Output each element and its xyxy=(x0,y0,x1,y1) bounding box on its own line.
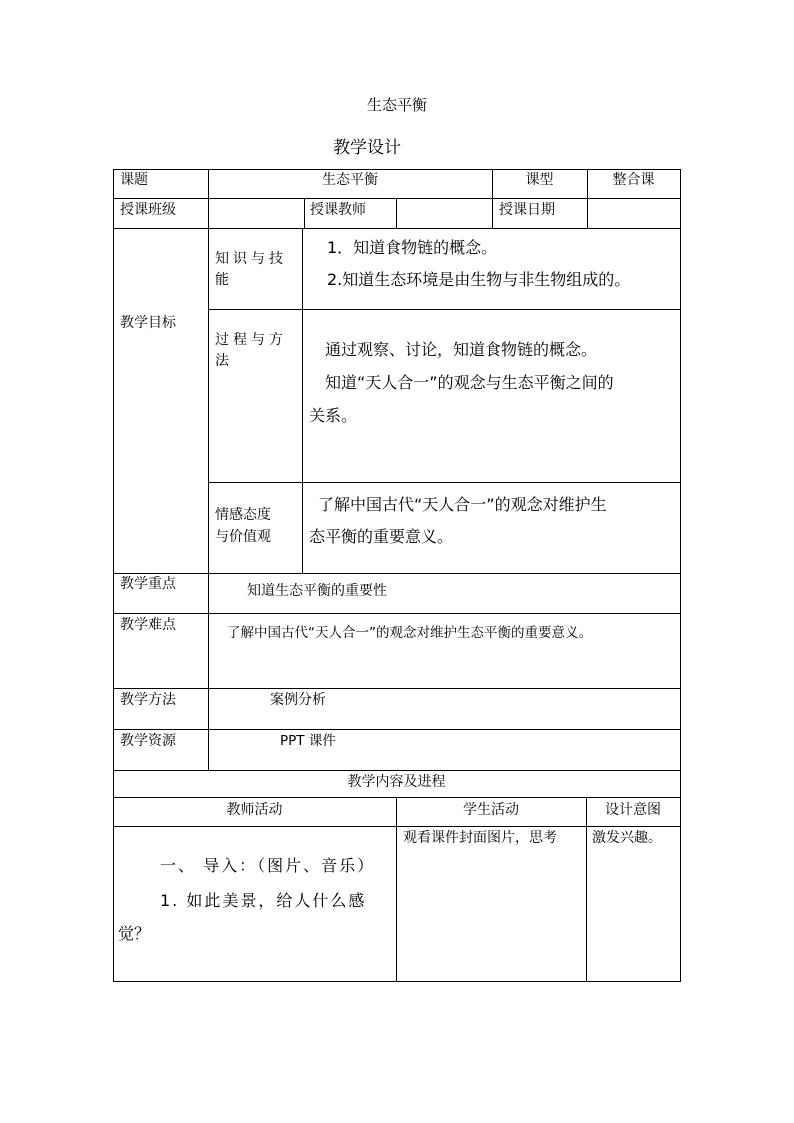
resources-value: PPT 课件 xyxy=(280,733,336,749)
key-point-label: 教学重点 xyxy=(120,576,176,592)
key-point-value: 知道生态平衡的重要性 xyxy=(247,583,387,599)
type-label: 课型 xyxy=(525,172,554,188)
objectives-label: 教学目标 xyxy=(120,315,176,331)
teacher-activity-line-1: 一、 导入：（图片、音乐） xyxy=(160,856,376,875)
method-label: 教学方法 xyxy=(120,692,176,708)
topic-label: 课题 xyxy=(120,172,148,188)
knowledge-item-2: 2.知道生态环境是由生物与非生物组成的。 xyxy=(327,270,631,289)
emotion-line-2: 态平衡的重要意义。 xyxy=(309,527,454,546)
difficulty-value: 了解中国古代“天人合一”的观念对维护生态平衡的重要意义。 xyxy=(227,625,592,641)
resources-label: 教学资源 xyxy=(120,733,176,749)
process-section-title: 教学内容及进程 xyxy=(347,774,446,790)
col-intent-header: 设计意图 xyxy=(605,802,661,818)
type-value: 整合课 xyxy=(612,172,655,188)
knowledge-label-line1: 知识与技 xyxy=(215,251,287,267)
method-value: 案例分析 xyxy=(270,692,326,708)
teacher-activity-line-2: 1. 如此美景，给人什么感 xyxy=(160,891,367,910)
teacher-label: 授课教师 xyxy=(310,202,366,218)
process-label-line1: 过程与方 xyxy=(215,332,287,348)
knowledge-label-line2: 能 xyxy=(215,272,229,288)
emotion-label-line1: 情感态度 xyxy=(215,507,271,523)
difficulty-label: 教学难点 xyxy=(120,617,176,633)
student-activity: 观看课件封面图片，思考 xyxy=(403,830,557,846)
knowledge-item-1: 1．知道食物链的概念。 xyxy=(327,238,498,257)
class-label: 授课班级 xyxy=(120,202,176,218)
process-line-1: 通过观察、讨论，知道食物链的概念。 xyxy=(325,340,598,359)
topic-value: 生态平衡 xyxy=(322,172,378,188)
process-label-line2: 法 xyxy=(215,353,229,369)
emotion-label-line2: 与价值观 xyxy=(215,529,271,545)
design-intent: 激发兴趣。 xyxy=(592,830,662,846)
document-title: 生态平衡 xyxy=(366,96,427,114)
col-teacher-header: 教师活动 xyxy=(226,802,283,818)
process-line-2: 知道“天人合一”的观念与生态平衡之间的 xyxy=(325,373,614,392)
process-line-3: 关系。 xyxy=(309,406,358,425)
col-student-header: 学生活动 xyxy=(463,802,519,818)
teacher-activity-line-3: 觉？ xyxy=(118,924,151,943)
emotion-line-1: 了解中国古代“天人合一”的观念对维护生 xyxy=(318,495,607,514)
date-label: 授课日期 xyxy=(499,202,555,218)
document-subtitle: 教学设计 xyxy=(333,138,401,158)
